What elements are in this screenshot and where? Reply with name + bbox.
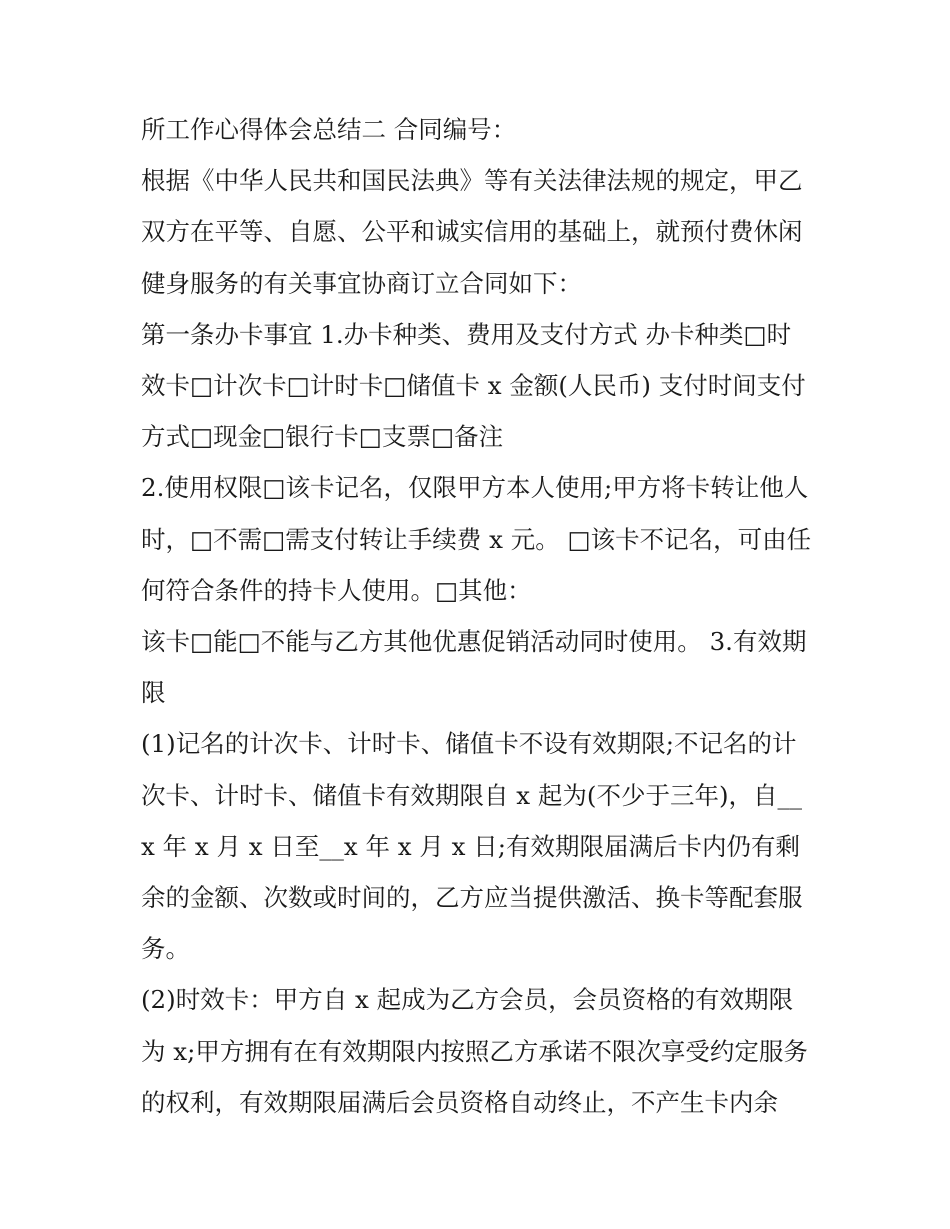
validity-clause-2-paragraph: (2)时效卡：甲方自 x 起成为乙方会员，会员资格的有效期限为 x;甲方拥有在有效期限内按照乙方承诺不限次享受约定服务的权利，有效期限届满后会员资格自动终止，不产生卡内余 — [141, 985, 808, 1117]
preamble-paragraph: 根据《中华人民共和国民法典》等有关法律法规的规定，甲乙双方在平等、自愿、公平和诚实信用的基础上，就预付费休闲健身服务的有关事宜协商订立合同如下： — [141, 166, 803, 298]
doc-title-line: 所工作心得体会总结二 合同编号： — [141, 115, 517, 144]
promotion-usage-paragraph: 该卡□能□不能与乙方其他优惠促销活动同时使用。 3.有效期限 — [141, 627, 807, 708]
article-1-card-types-paragraph: 第一条办卡事宜 1.办卡种类、费用及支付方式 办卡种类□时效卡□计次卡□计时卡□储值卡 x 金额(人民币) 支付时间支付方式□现金□银行卡□支票□备注 — [141, 319, 806, 452]
validity-clause-1-paragraph: (1)记名的计次卡、计时卡、储值卡不设有效期限;不记名的计次卡、计时卡、储值卡有效期限自 x 起为(不少于三年)，自__x 年 x 月 x 日至__x 年 x 月 x 日;有效期限届满后卡内仍有剩余的金额、次数或时间的，乙方应当提供激活、换卡等配套服务。 — [141, 729, 803, 964]
usage-rights-paragraph: 2.使用权限□该卡记名，仅限甲方本人使用;甲方将卡转让他人时，□不需□需支付转让手续费 x 元。 □该卡不记名，可由任何符合条件的持卡人使用。□其他： — [141, 473, 812, 605]
document-body — [141, 104, 813, 1128]
